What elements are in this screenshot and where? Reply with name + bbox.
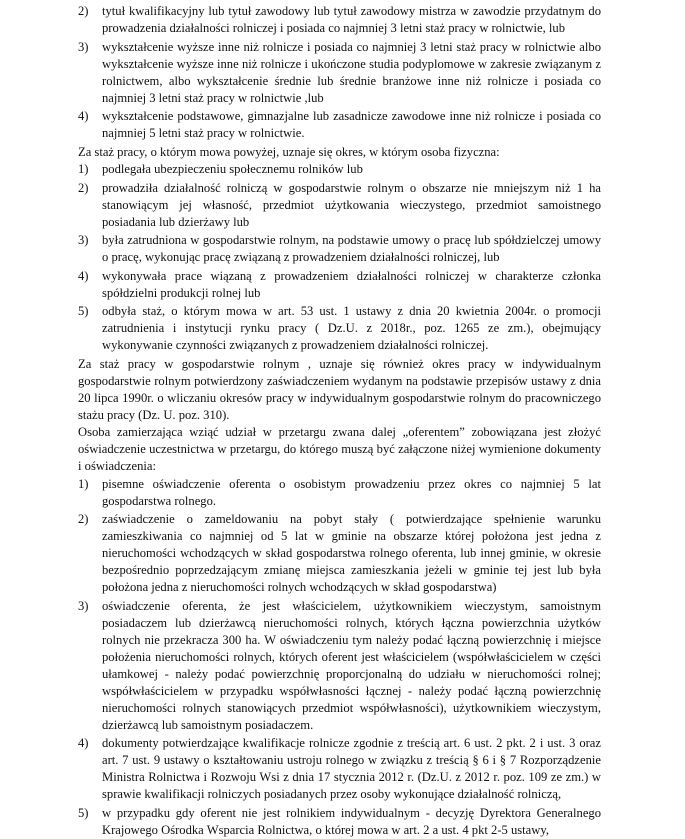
paragraph-work-experience: Za staż pracy, o którym mowa powyżej, uznaje się okres, w którym osoba fizyczna: [78,144,500,159]
paragraph-farm-experience: Za staż pracy w gospodarstwie rolnym , uznaje się również okres pracy w indywidualnym gospodarstwie rolnym potwierdzony zaświadczeniem wydanym na podstawie przepisów ustawy z dnia 20 lipca 1990r. o wliczaniu okresów pracy w indywidualnym gospodarstwie rolnym do pracowniczego stażu pracy (Dz. U. poz. 310). [78,356,601,422]
list-item-text: wykształcenie wyższe inne niż rolnicze i posiada co najmniej 3 letni staż pracy w rolnictwie albo wykształcenie wyższe inne niż rolnicze i ukończone studia podyplomowe w zakresie związanym z rolnictwem, albo wykształcenie średnie lub średnie branżowe inne niż rolnicze i posiada co najmniej 3 letni staż pracy w rolnictwie ,lub [102,39,601,105]
list-item [78,476,601,510]
list-item-number: 2) [78,180,89,195]
list-item-number: 4) [78,268,89,283]
list-item [78,511,601,596]
list-item-number: 3) [78,233,89,247]
list-item-text: wykonywała prace wiązaną z prowadzeniem działalności rolniczej w charakterze członka spółdzielni produkcji rolnej lub [102,268,601,300]
list-item [78,268,601,302]
list-item-number: 5) [78,304,89,318]
list-item [78,108,601,142]
list-item [78,180,601,231]
required-documents-list [78,476,601,839]
list-item-number: 1) [78,476,89,491]
paragraph-bidder-obligation: Osoba zamierzająca wziąć udział w przetargu zwana dalej „oferentem” zobowiązana jest złożyć oświadczenie uczestnictwa w przetargu, do którego muszą być załączone niżej wymienione dokumenty i oświadczenia: [78,425,601,473]
list-item-text: podlegała ubezpieczeniu społecznemu rolników lub [102,162,363,176]
list-item [78,3,601,37]
list-item-number: 4) [78,736,89,750]
list-item-text: w przypadku gdy oferent nie jest rolnikiem indywidualnym - decyzję Dyrektora Generalnego Krajowego Ośrodka Wsparcia Rolnictwa, o której mowa w art. 2 a ust. 4 pkt 2-5 ustawy, [102,805,601,837]
list-item-number: 5) [78,805,89,820]
list-item-text: odbyła staż, o którym mowa w art. 53 ust. 1 ustawy z dnia 20 kwietnia 2004r. o promocji zatrudnienia i instytucji rynku pracy ( Dz.U. z 2018r., poz. 1265 ze zm.), obejmujący wykonywanie czynności związanych z prowadzeniem działalności rolniczej. [102,304,601,352]
list-item-number: 2) [78,4,89,18]
list-item [78,39,601,107]
list-item-number: 3) [78,598,89,613]
list-item [78,735,601,803]
list-item-number: 4) [78,109,89,123]
list-item-text: oświadczenie oferenta, że jest właścicielem, użytkownikiem wieczystym, samoistnym posiadaczem lub dzierżawcą nieruchomości rolnych, których łączna powierzchnia użytków rolnych nie przekracza 300 ha. W oświadczeniu tym należy podać łączną powierzchnię i miejsce położenia nieruchomości rolnych, których oferent jest właścicielem (współwłaścicielem w części ułamkowej - należy podać powierzchnię proporcjonalną do udziału w nieruchomości rolnej; współwłaścicielem w przypadku współwłasności łącznej - należy podać łączną powierzchnię nieruchomości rolnych stanowiących przedmiot współwłasności), użytkownikiem wieczystym, dzierżawcą lub samoistnym posiadaczem. [102,598,601,732]
list-item-text: wykształcenie podstawowe, gimnazjalne lub zasadnicze zawodowe inne niż rolnicze i posiada co najmniej 5 letni staż pracy w rolnictwie. [102,109,601,140]
list-item [78,161,601,178]
list-item-text: prowadziła działalność rolniczą w gospodarstwie rolnym o obszarze nie mniejszym niż 1 ha stanowiącym jej własność, przedmiot użytkowania wieczystego, przedmiot samoistnego posiadania lub dzierżawy lub [102,180,601,229]
list-item-text: była zatrudniona w gospodarstwie rolnym, na podstawie umowy o pracę lub spółdzielczej umowy o pracę, wykonując pracę związaną z prowadzeniem działalności rolniczej, lub [102,233,601,264]
list-item [78,303,601,354]
list-item-number: 2) [78,512,89,526]
qualifications-list [78,3,601,142]
list-item [78,805,601,839]
list-item [78,232,601,266]
list-item-number: 1) [78,162,89,176]
work-experience-list [78,161,601,354]
list-item-text: pisemne oświadczenie oferenta o osobistym prowadzeniu przez okres co najmniej 5 lat gospodarstwa rolnego. [102,476,601,508]
list-item [78,598,601,734]
list-item-number: 3) [78,39,89,54]
list-item-text: dokumenty potwierdzające kwalifikacje rolnicze zgodnie z treścią art. 6 ust. 2 pkt. 2 i ust. 3 oraz art. 7 ust. 9 ustawy o kształtowaniu ustroju rolnego w związku z treścią § 6 i § 7 Rozporządzenie Ministra Rolnictwa i Rozwoju Wsi z dnia 17 stycznia 2012 r. (Dz.U. z 2012 r. poz. 109 ze zm.) w sprawie kwalifikacji rolniczych posiadanych przez osoby wykonujące działalność rolniczą, [102,736,601,801]
list-item-text: zaświadczenie o zameldowaniu na pobyt stały ( potwierdzające spełnienie warunku zamieszkiwania co najmniej od 5 lat w gminie na obszarze której położona jest jedna z nieruchomości wchodzących w skład gospodarstwa rolnego oferenta, lub innej gminie, w okresie bezpośrednio poprzedzającym zmianę miejsca zamieszkania jeżeli w gminie tej jest lub była położona jedna z nieruchomości rolnych wchodzących w skład gospodarstwa) [102,512,601,594]
list-item-text: tytuł kwalifikacyjny lub tytuł zawodowy lub tytuł zawodowy mistrza w zawodzie przydatnym do prowadzenia działalności rolniczej i posiada co najmniej 3 letni staż pracy w rolnictwie, lub [102,4,601,35]
